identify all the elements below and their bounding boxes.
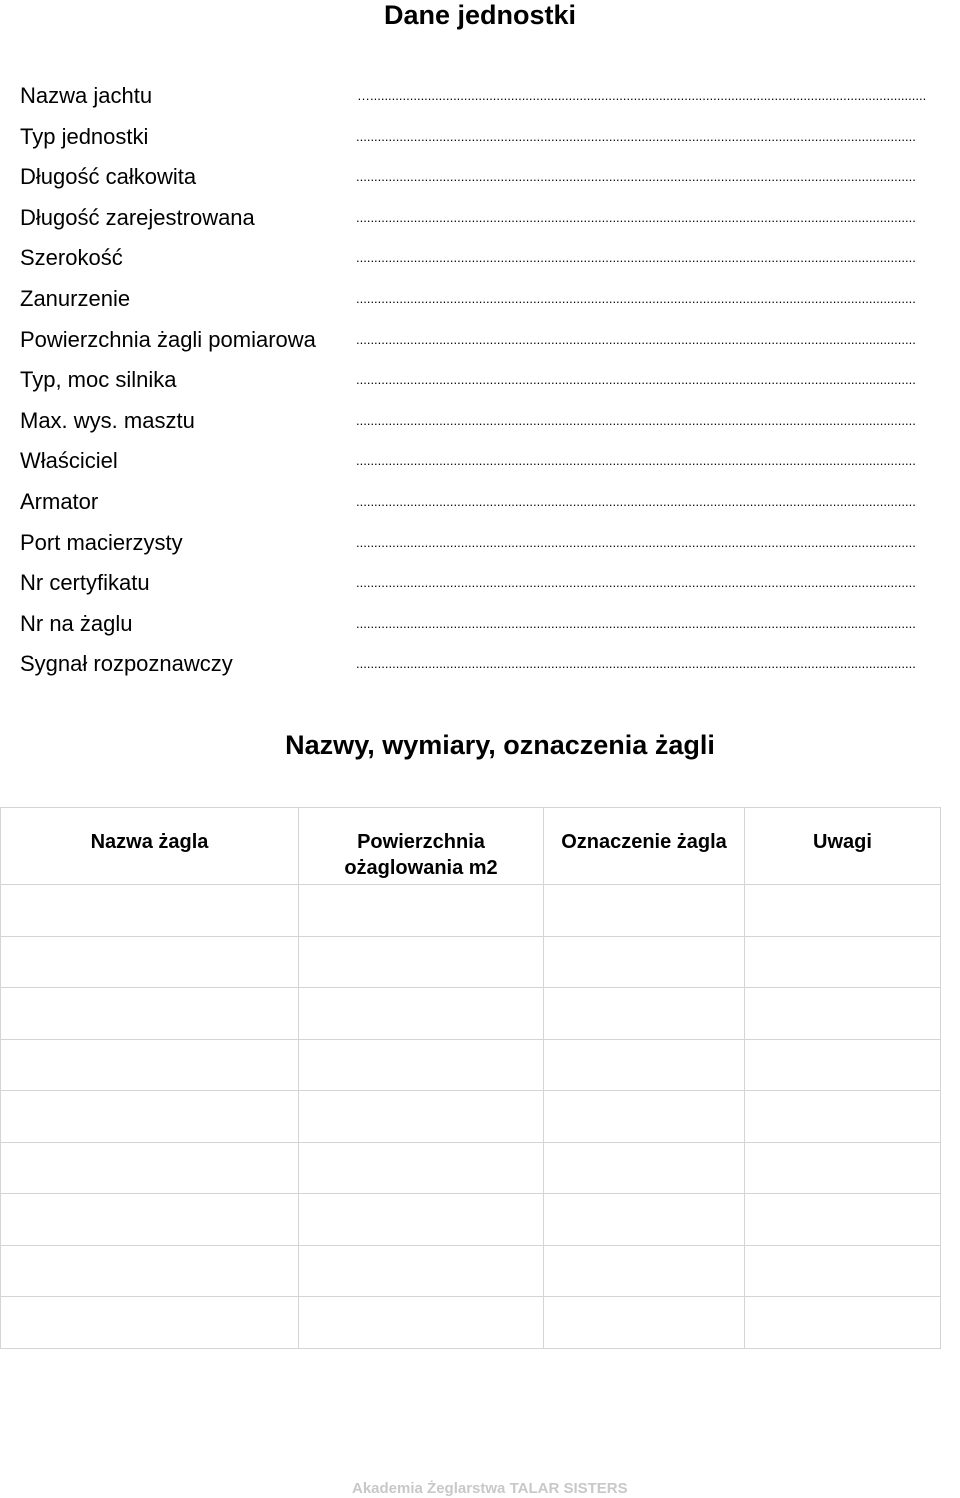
- field-fill-line[interactable]: ...........................................................................................................................................................: [356, 493, 916, 509]
- field-label: Długość całkowita: [20, 164, 197, 190]
- table-cell[interactable]: [745, 1142, 941, 1194]
- field-fill-line[interactable]: ...........................................................................................................................................................: [356, 615, 916, 631]
- table-cell[interactable]: [299, 988, 544, 1040]
- field-fill-line[interactable]: ...........................................................................................................................................................: [356, 656, 916, 672]
- table-cell[interactable]: [1, 936, 299, 988]
- table-cell[interactable]: [299, 1297, 544, 1349]
- column-header-line: Oznaczenie żagla: [561, 831, 727, 853]
- column-header-line: Powierzchnia: [357, 831, 485, 853]
- field-fill-line[interactable]: ...........................................................................................................................................................: [356, 250, 916, 266]
- table-cell[interactable]: [544, 1245, 745, 1297]
- field-fill-line[interactable]: ...........................................................................................................................................................: [356, 534, 916, 550]
- column-header-line: Uwagi: [813, 831, 872, 853]
- field-row-port-macierzysty: [20, 528, 960, 569]
- field-row-nazwa-jachtu: [20, 81, 960, 122]
- table-row: [1, 1142, 941, 1194]
- field-label: Sygnał rozpoznawczy: [20, 651, 233, 677]
- field-label: Nr na żaglu: [20, 610, 133, 636]
- field-row-szerokosc: [20, 243, 960, 284]
- field-fill-line[interactable]: ...........................................................................................................................................................: [356, 290, 916, 306]
- field-row-wlasciciel: [20, 446, 960, 487]
- table-cell[interactable]: [1, 1297, 299, 1349]
- table-row: [1, 1245, 941, 1297]
- table-cell[interactable]: [544, 936, 745, 988]
- column-header-powierzchnia: [299, 808, 544, 885]
- field-label: Typ, moc silnika: [20, 367, 177, 393]
- table-row: [1, 936, 941, 988]
- yacht-details-form: [20, 81, 960, 690]
- table-cell[interactable]: [1, 1194, 299, 1246]
- field-fill-line[interactable]: ...........................................................................................................................................................: [356, 169, 916, 185]
- field-label: Szerokość: [20, 245, 123, 271]
- table-cell[interactable]: [544, 1142, 745, 1194]
- table-cell[interactable]: [1, 1245, 299, 1297]
- table-cell[interactable]: [299, 1091, 544, 1143]
- column-header-line: ożaglowania m2: [344, 857, 498, 879]
- field-row-typ-jednostki: [20, 122, 960, 163]
- table-cell[interactable]: [745, 1297, 941, 1349]
- table-row: [1, 1091, 941, 1143]
- field-fill-line[interactable]: ...........................................................................................................................................................: [356, 209, 916, 225]
- table-cell[interactable]: [745, 1039, 941, 1091]
- field-fill-line[interactable]: ...........................................................................................................................................................: [356, 453, 916, 469]
- field-row-sygnal-rozpoznawczy: [20, 649, 960, 690]
- table-row: [1, 1194, 941, 1246]
- table-cell[interactable]: [299, 885, 544, 937]
- field-fill-line[interactable]: ...........................................................................................................................................................: [356, 575, 916, 591]
- field-fill-line[interactable]: ...........................................................................................................................................................: [356, 128, 916, 144]
- field-label: Typ jednostki: [20, 123, 149, 149]
- table-cell[interactable]: [745, 885, 941, 937]
- field-row-nr-na-zaglu: [20, 609, 960, 650]
- table-cell[interactable]: [544, 1297, 745, 1349]
- field-label: Długość zarejestrowana: [20, 204, 255, 230]
- column-header-line: Nazwa żagla: [90, 831, 209, 853]
- table-cell[interactable]: [1, 1039, 299, 1091]
- table-cell[interactable]: [299, 1142, 544, 1194]
- field-fill-line[interactable]: ...........................................................................................................................................................: [356, 372, 916, 388]
- column-header-oznaczenie-zagla: [544, 808, 745, 885]
- table-cell[interactable]: [544, 1194, 745, 1246]
- field-row-max-wys-masztu: [20, 406, 960, 447]
- field-label: Nr certyfikatu: [20, 570, 150, 596]
- table-cell[interactable]: [745, 1245, 941, 1297]
- table-cell[interactable]: [544, 988, 745, 1040]
- field-row-dlugosc-calkowita: [20, 162, 960, 203]
- table-row: [1, 885, 941, 937]
- field-fill-line[interactable]: ...........................................................................................................................................................: [356, 331, 916, 347]
- footer-text: Akademia Żeglarstwa TALAR SISTERS: [352, 1480, 628, 1497]
- table-cell[interactable]: [745, 1091, 941, 1143]
- field-label: Właściciel: [20, 448, 118, 474]
- field-label: Armator: [20, 488, 99, 514]
- field-row-nr-certyfikatu: [20, 568, 960, 609]
- table-cell[interactable]: [544, 1091, 745, 1143]
- table-row: [1, 1039, 941, 1091]
- table-cell[interactable]: [1, 1142, 299, 1194]
- field-row-typ-moc-silnika: [20, 365, 960, 406]
- page-title: Dane jednostki: [383, 0, 577, 30]
- field-label: Zanurzenie: [20, 285, 131, 311]
- field-row-armator: [20, 487, 960, 528]
- table-row: [1, 1297, 941, 1349]
- field-fill-line[interactable]: ...........................................................................................................................................................: [356, 412, 916, 428]
- table-cell[interactable]: [299, 1194, 544, 1246]
- field-fill-line[interactable]: …..........................................................................................................................................................: [357, 88, 927, 103]
- field-label: Port macierzysty: [20, 529, 183, 555]
- table-cell[interactable]: [1, 885, 299, 937]
- table-cell[interactable]: [299, 1245, 544, 1297]
- table-cell[interactable]: [544, 1039, 745, 1091]
- column-header-uwagi: [745, 808, 941, 885]
- field-label: Max. wys. masztu: [20, 407, 195, 433]
- sails-table-body: [1, 885, 941, 1349]
- field-row-zanurzenie: [20, 284, 960, 325]
- sails-table: [0, 807, 941, 1349]
- table-cell[interactable]: [1, 1091, 299, 1143]
- table-cell[interactable]: [745, 1194, 941, 1246]
- column-header-nazwa-zagla: [1, 808, 299, 885]
- table-header-row: [1, 808, 941, 885]
- table-cell[interactable]: [299, 936, 544, 988]
- table-cell[interactable]: [544, 885, 745, 937]
- table-row: [1, 988, 941, 1040]
- field-row-powierzchnia-zagli: [20, 325, 960, 366]
- table-cell[interactable]: [1, 988, 299, 1040]
- field-label: Powierzchnia żagli pomiarowa: [20, 326, 316, 352]
- table-cell[interactable]: [299, 1039, 544, 1091]
- table-cell[interactable]: [745, 988, 941, 1040]
- table-cell[interactable]: [745, 936, 941, 988]
- sails-section-title: Nazwy, wymiary, oznaczenia żagli: [285, 730, 715, 760]
- field-row-dlugosc-zarejestrowana: [20, 203, 960, 244]
- field-label: Nazwa jachtu: [20, 83, 153, 108]
